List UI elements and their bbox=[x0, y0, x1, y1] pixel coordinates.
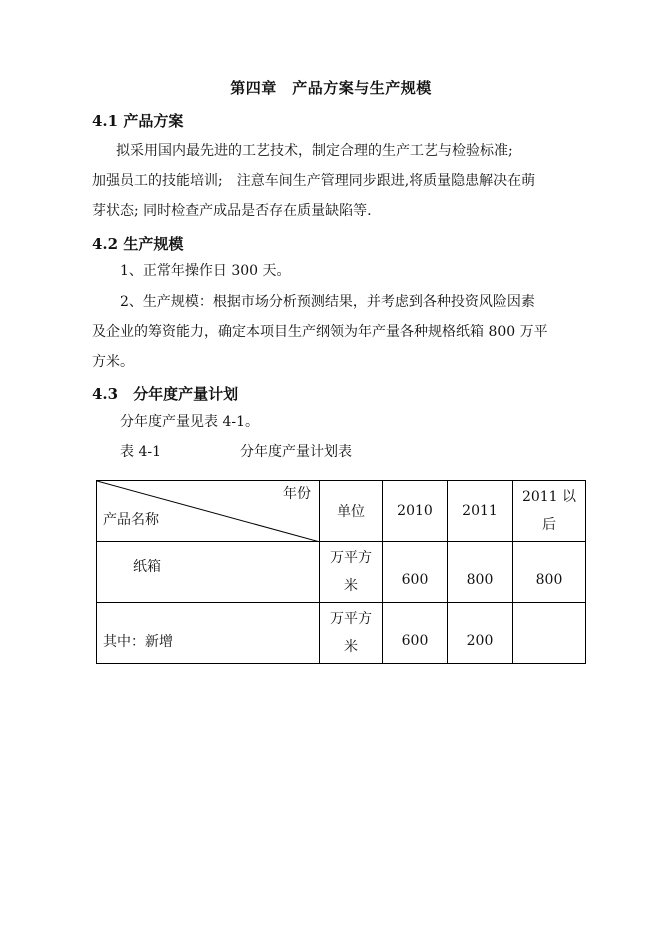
row1-after: 800 bbox=[513, 542, 586, 603]
s42-item2-line2: 及企业的筹资能力，确定本项目生产纲领为年产量各种规格纸箱 800 万平 bbox=[92, 324, 548, 340]
s41-paragraph-line3: 芽状态; 同时检查产成品是否存在质量缺陷等. bbox=[92, 203, 372, 219]
s42-item2-line1: 2、生产规模：根据市场分析预测结果，并考虑到各种投资风险因素 bbox=[120, 294, 535, 310]
section-4-1-heading: 4.1 产品方案 bbox=[92, 112, 184, 130]
header-after-line2: 后 bbox=[542, 517, 556, 533]
s42-item2-line3: 方米。 bbox=[92, 354, 134, 370]
header-unit: 单位 bbox=[320, 481, 383, 542]
table-row bbox=[97, 542, 586, 603]
table-row bbox=[97, 603, 586, 664]
table-header-row bbox=[97, 481, 586, 542]
header-year: 年份 bbox=[283, 486, 311, 502]
header-2010: 2010 bbox=[383, 481, 448, 542]
section-4-3-heading: 4.3 分年度产量计划 bbox=[92, 385, 239, 403]
s41-paragraph-line1: 拟采用国内最先进的工艺技术，制定合理的生产工艺与检验标准; bbox=[116, 143, 513, 159]
row1-unit-line2: 米 bbox=[344, 578, 358, 594]
table-title: 分年度产量计划表 bbox=[240, 444, 352, 460]
row2-2010: 600 bbox=[383, 603, 448, 664]
row1-2011: 800 bbox=[448, 542, 513, 603]
header-product-name: 产品名称 bbox=[103, 512, 159, 528]
row1-2010: 600 bbox=[383, 542, 448, 603]
row1-product-name: 纸箱 bbox=[97, 542, 320, 603]
section-4-2-heading: 4.2 生产规模 bbox=[92, 235, 184, 253]
production-plan-table bbox=[96, 480, 586, 664]
row2-unit-line1: 万平方 bbox=[330, 611, 372, 627]
diagonal-header-cell bbox=[97, 481, 320, 542]
row2-product-name: 其中：新增 bbox=[97, 603, 320, 664]
table-number: 表 4-1 bbox=[120, 444, 161, 460]
row2-after bbox=[513, 603, 586, 664]
row2-2011: 200 bbox=[448, 603, 513, 664]
header-2011: 2011 bbox=[448, 481, 513, 542]
row2-unit-line2: 米 bbox=[344, 639, 358, 655]
s42-item1: 1、正常年操作日 300 天。 bbox=[120, 263, 291, 279]
header-after-line1: 2011 以 bbox=[521, 489, 577, 505]
row1-unit-line1: 万平方 bbox=[330, 550, 372, 566]
row1-unit bbox=[320, 542, 383, 603]
s43-intro: 分年度产量见表 4-1。 bbox=[120, 414, 259, 430]
s41-paragraph-line2: 加强员工的技能培训; 注意车间生产管理同步跟进,将质量隐患解决在萌 bbox=[92, 173, 536, 189]
chapter-title: 第四章 产品方案与生产规模 bbox=[230, 79, 432, 97]
header-2011-after bbox=[513, 481, 586, 542]
row2-unit bbox=[320, 603, 383, 664]
